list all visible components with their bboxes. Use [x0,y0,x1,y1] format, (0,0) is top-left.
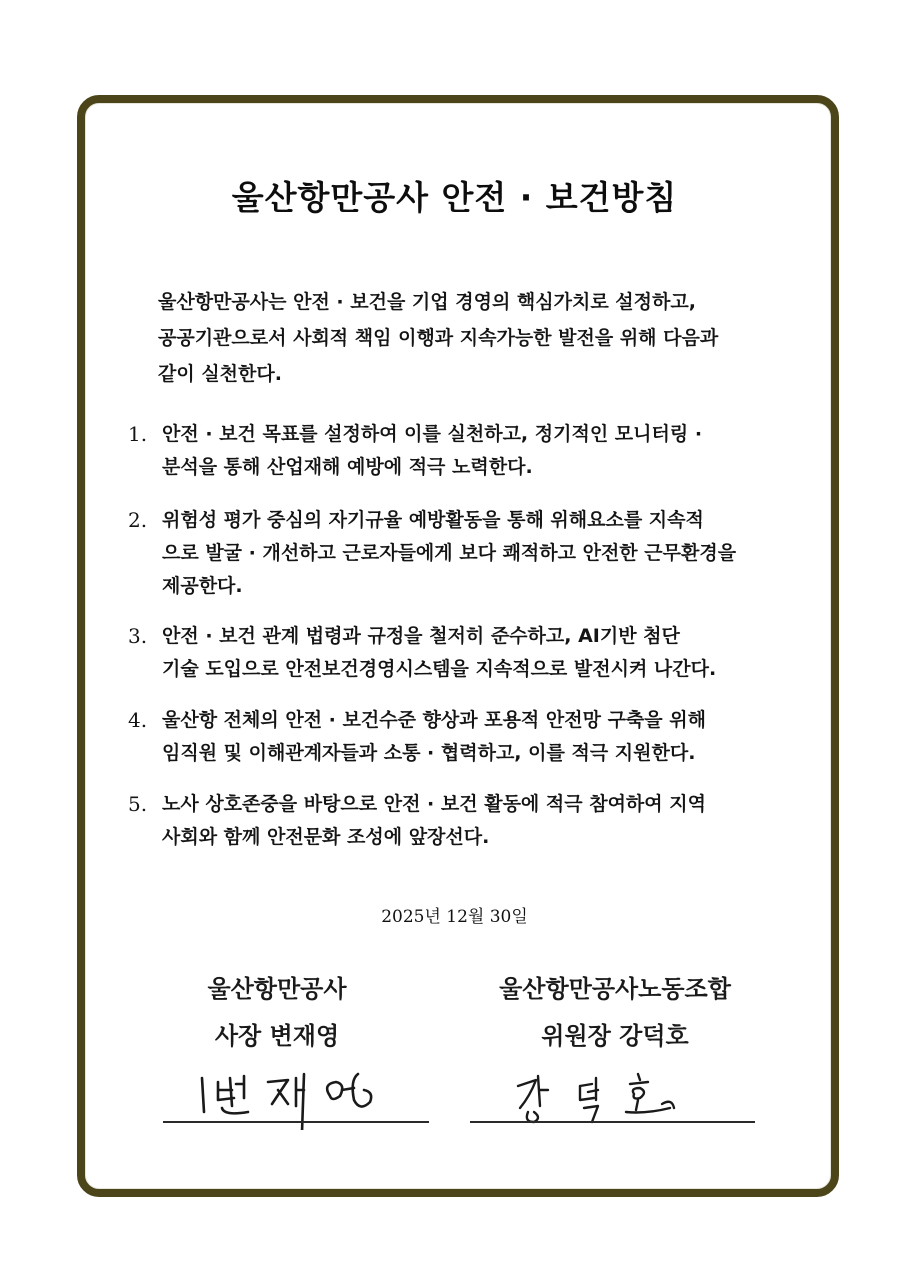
item-number: 4. [128,708,148,732]
item-line: 위험성 평가 중심의 자기규율 예방활동을 통해 위해요소를 지속적 [162,509,704,531]
intro-paragraph [158,284,798,392]
policy-item-1 [128,418,702,484]
item-number: 2. [128,508,148,532]
item-text [128,704,706,770]
item-text [128,620,716,686]
policy-item-5 [128,788,706,854]
handwritten-signature-ceo [190,1060,410,1120]
item-line: 분석을 통해 산업재해 예방에 적극 노력한다. [162,456,533,478]
signatory-union [450,972,780,1053]
item-line: 기술 도입으로 안전보건경영시스템을 지속적으로 발전시켜 나간다. [162,658,717,680]
item-line: 으로 발굴 · 개선하고 근로자들에게 보다 쾌적하고 안전한 근무환경을 [162,542,737,564]
item-line: 사회와 함께 안전문화 조성에 앞장선다. [162,826,490,848]
signatory-organization: 울산항만공사노동조합 [499,975,731,1003]
signatory-title-name: 사장 변재영 [214,1022,340,1050]
policy-item-3 [128,620,716,686]
signatory-title-name: 위원장 강덕호 [541,1022,689,1050]
handwritten-signature-union-chair [512,1060,692,1120]
item-line: 울산항 전체의 안전 · 보건수준 향상과 포용적 안전망 구축을 위해 [162,709,706,731]
item-number: 3. [128,624,148,648]
document-title: 울산항만공사 안전 · 보건방침 [231,178,678,217]
policy-item-4 [128,704,706,770]
item-text [128,788,706,854]
signatory-organization: 울산항만공사 [207,975,347,1003]
signature-line-right [470,1121,755,1123]
item-text [128,504,736,603]
item-number: 5. [128,792,148,816]
signature-line-left [163,1121,429,1123]
item-line: 노사 상호존중을 바탕으로 안전 · 보건 활동에 적극 참여하여 지역 [162,793,706,815]
item-line: 안전 · 보건 관계 법령과 규정을 철저히 준수하고, AI기반 첨단 [162,625,680,647]
signatory-company [163,972,391,1053]
document-date: 2025년 12월 30일 [381,907,528,927]
intro-line: 울산항만공사는 안전 · 보건을 기업 경영의 핵심가치로 설정하고, [158,291,696,313]
item-line: 안전 · 보건 목표를 설정하여 이를 실천하고, 정기적인 모니터링 · [162,423,703,445]
item-number: 1. [128,422,148,446]
intro-line: 같이 실천한다. [158,363,282,385]
item-text [128,418,702,484]
item-line: 제공한다. [162,575,243,597]
intro-line: 공공기관으로서 사회적 책임 이행과 지속가능한 발전을 위해 다음과 [158,327,719,349]
item-line: 임직원 및 이해관계자들과 소통 · 협력하고, 이를 적극 지원한다. [162,742,696,764]
policy-item-2 [128,504,736,603]
